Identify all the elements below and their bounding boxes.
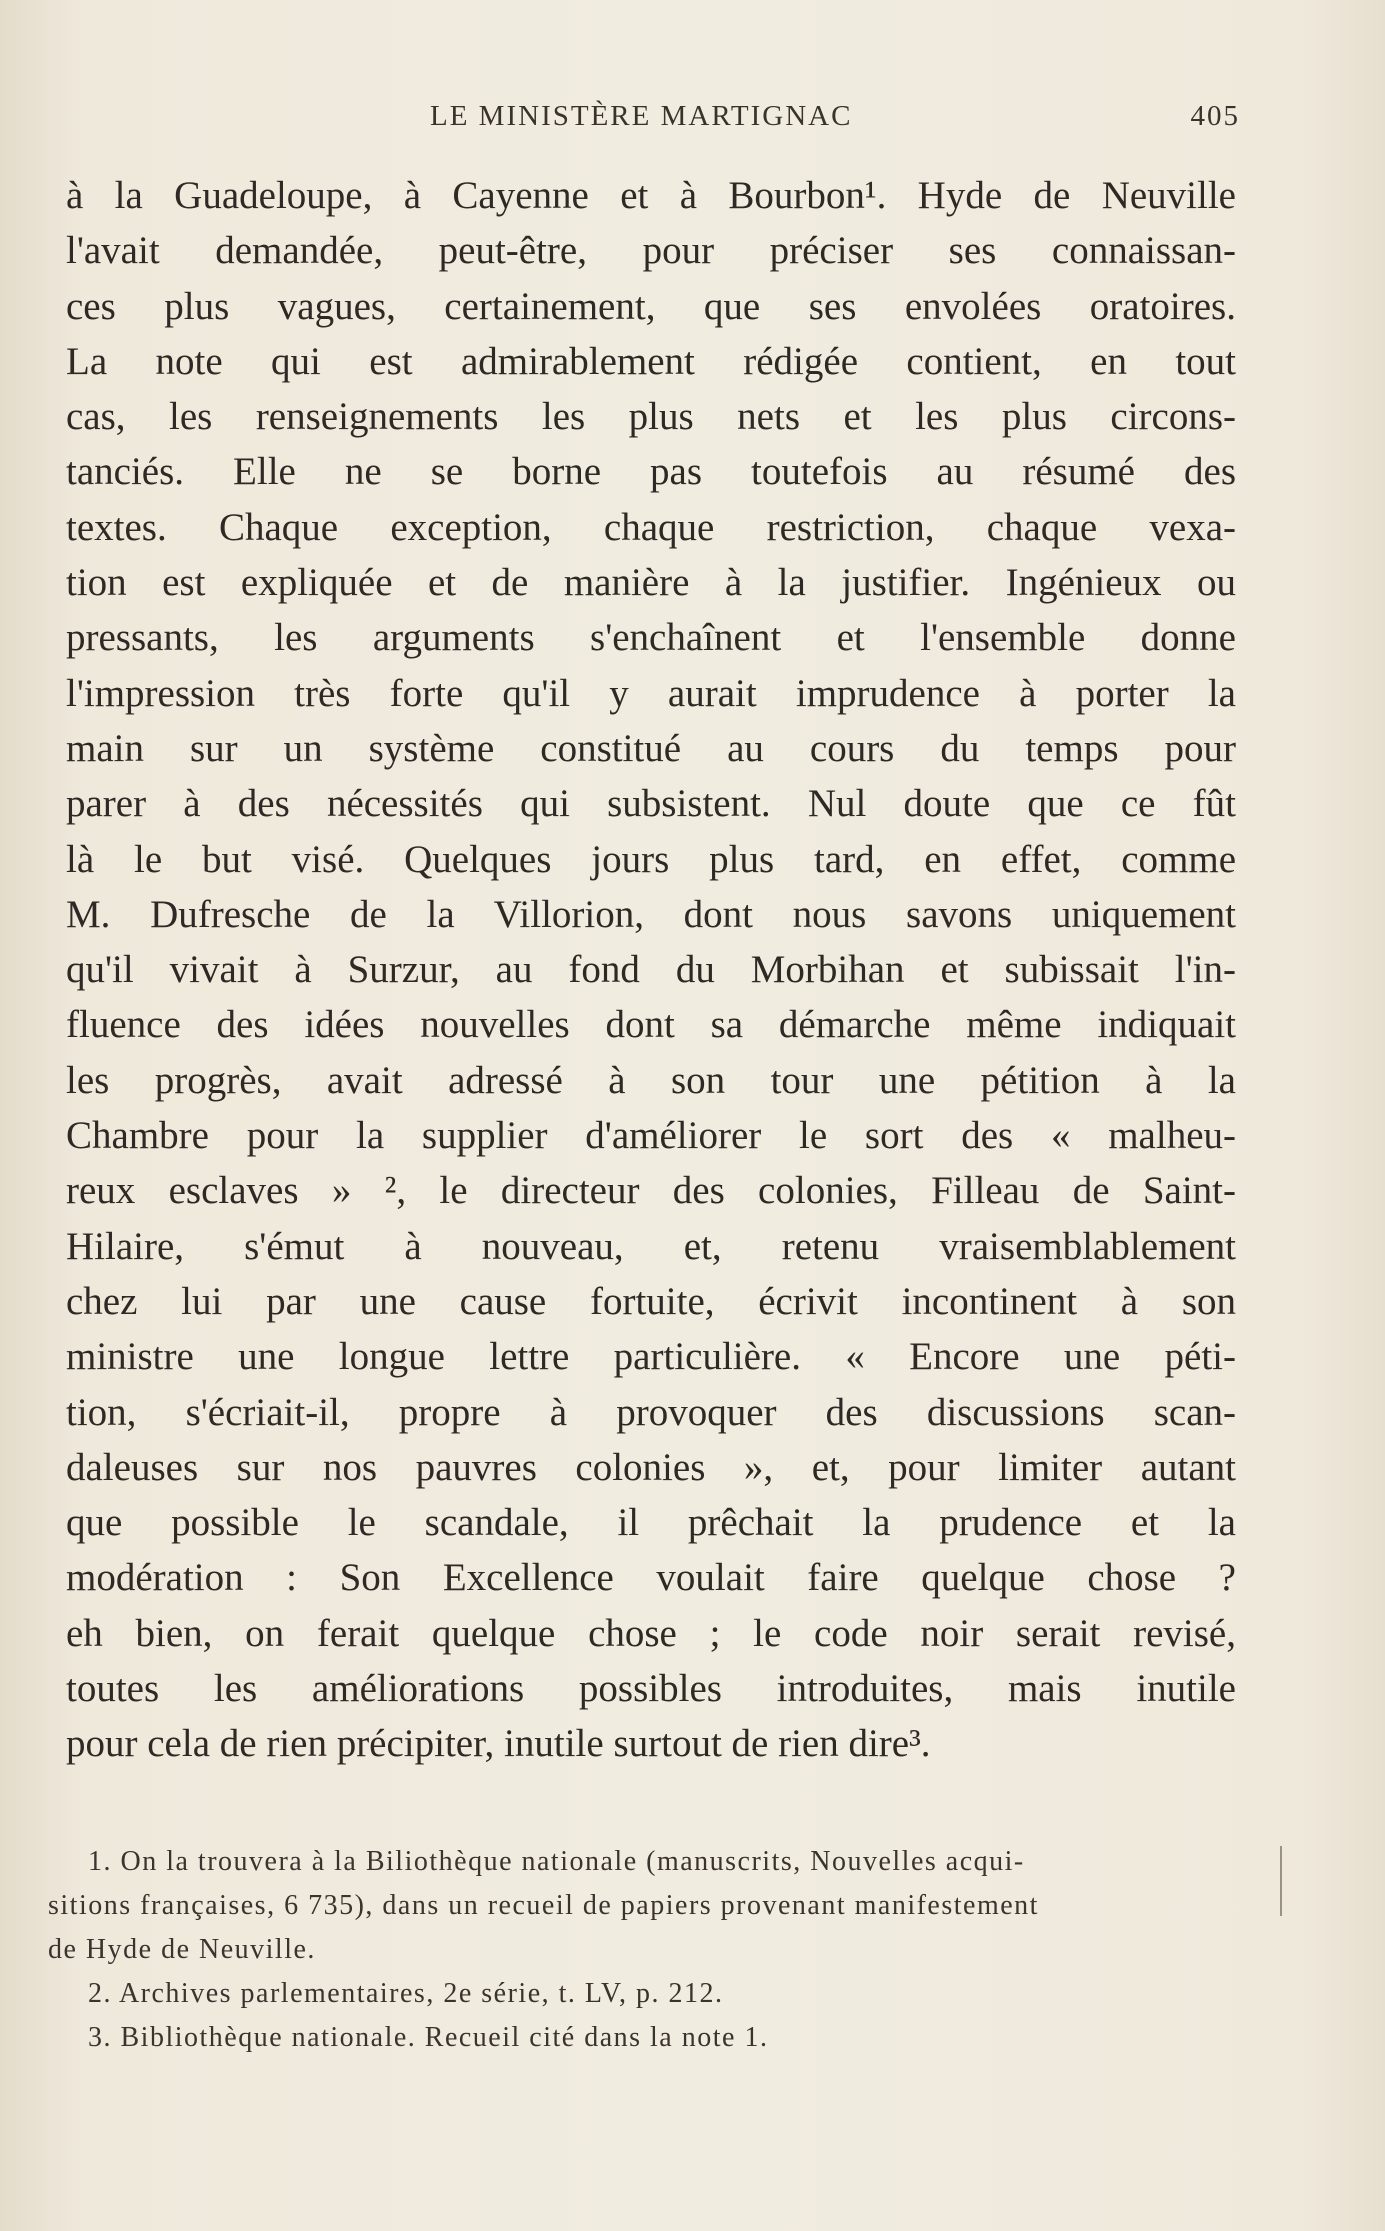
- text-line: fluence des idées nouvelles dont sa démarche même indiquait: [66, 1003, 1236, 1047]
- text-line: l'avait demandée, peut-être, pour préciser ses connaissan-: [66, 229, 1236, 273]
- running-title: LE MINISTÈRE MARTIGNAC: [430, 100, 853, 132]
- text-line: daleuses sur nos pauvres colonies », et, pour limiter autant: [66, 1445, 1236, 1489]
- text-line: qu'il vivait à Surzur, au fond du Morbihan et subissait l'in-: [66, 948, 1236, 992]
- text-line: tion est expliquée et de manière à la justifier. Ingénieux ou: [66, 561, 1236, 605]
- main-text: [66, 168, 1236, 1772]
- text-line: chez lui par une cause fortuite, écrivit incontinent à son: [66, 1279, 1236, 1323]
- footnotes: [48, 1840, 1228, 2060]
- text-line: main sur un système constitué au cours du temps pour: [66, 726, 1236, 770]
- text-line: ces plus vagues, certainement, que ses envolées oratoires.: [66, 284, 1236, 328]
- footnote-1-continued: de Hyde de Neuville.: [48, 1934, 316, 1965]
- text-line: l'impression très forte qu'il y aurait imprudence à porter la: [66, 671, 1236, 715]
- margin-bracket: [1280, 1846, 1288, 1916]
- footnote-3: 3. Bibliothèque nationale. Recueil cité dans la note 1.: [88, 2022, 769, 2053]
- text-line: modération : Son Excellence voulait faire quelque chose ?: [66, 1556, 1236, 1600]
- text-line: La note qui est admirablement rédigée contient, en tout: [66, 339, 1236, 383]
- footnote-1: 1. On la trouvera à la Biliothèque nationale (manuscrits, Nouvelles acqui-: [88, 1846, 1025, 1877]
- footnote-1-continued: sitions françaises, 6 735), dans un recueil de papiers provenant manifestement: [48, 1890, 1039, 1921]
- page-number: 405: [1190, 100, 1240, 132]
- text-line: textes. Chaque exception, chaque restriction, chaque vexa-: [66, 505, 1236, 549]
- text-line: Hilaire, s'émut à nouveau, et, retenu vraisemblablement: [66, 1224, 1236, 1268]
- text-line: pressants, les arguments s'enchaînent et l'ensemble donne: [66, 616, 1236, 660]
- text-line: Chambre pour la supplier d'améliorer le sort des « malheu-: [66, 1114, 1236, 1158]
- footnote-2: 2. Archives parlementaires, 2e série, t. LV, p. 212.: [88, 1978, 724, 2009]
- text-line: M. Dufresche de la Villorion, dont nous savons uniquement: [66, 892, 1236, 936]
- text-line: là le but visé. Quelques jours plus tard, en effet, comme: [66, 837, 1236, 881]
- text-line: ministre une longue lettre particulière. « Encore une péti-: [66, 1335, 1236, 1379]
- text-line: tion, s'écriait-il, propre à provoquer des discussions scan-: [66, 1390, 1236, 1434]
- text-line: eh bien, on ferait quelque chose ; le code noir serait revisé,: [66, 1611, 1236, 1655]
- text-line: à la Guadeloupe, à Cayenne et à Bourbon¹. Hyde de Neuville: [66, 174, 1236, 217]
- text-line: parer à des nécessités qui subsistent. Nul doute que ce fût: [66, 782, 1236, 826]
- text-line: toutes les améliorations possibles introduites, mais inutile: [66, 1667, 1236, 1711]
- text-line: que possible le scandale, il prêchait la prudence et la: [66, 1501, 1236, 1545]
- text-line: les progrès, avait adressé à son tour une pétition à la: [66, 1058, 1236, 1102]
- text-line: tanciés. Elle ne se borne pas toutefois au résumé des: [66, 450, 1236, 494]
- text-line: cas, les renseignements les plus nets et les plus circons-: [66, 395, 1236, 439]
- page-header: [430, 100, 1240, 140]
- text-line: pour cela de rien précipiter, inutile surtout de rien dire³.: [66, 1722, 931, 1766]
- text-line: reux esclaves » ², le directeur des colonies, Filleau de Saint-: [66, 1169, 1236, 1213]
